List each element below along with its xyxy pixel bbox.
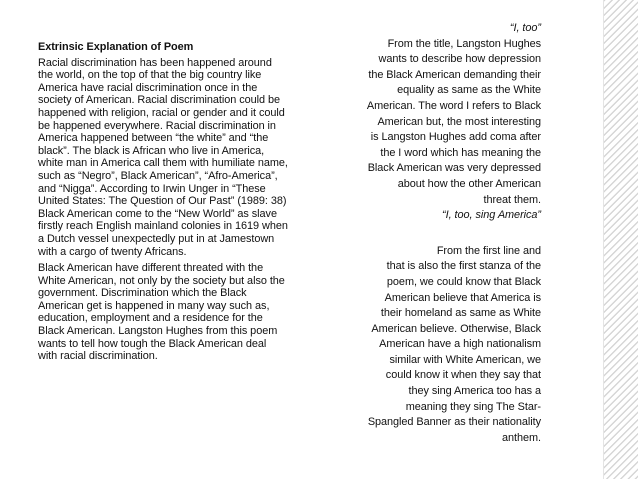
text-line: American but, the most interesting: [377, 115, 541, 128]
text-line: the I word which has meaning the: [380, 146, 541, 159]
text-line: poem, we could know that Black: [386, 275, 541, 288]
poem-title-block: [340, 21, 541, 224]
text-line: their homeland as same as White: [380, 307, 541, 320]
text-line: American believe. Otherwise, Black: [371, 322, 541, 335]
text-line: the Black American demanding their: [368, 68, 541, 81]
right-text-column: [340, 21, 541, 446]
text-line: that is also the first stanza of the: [386, 260, 541, 273]
text-line: they sing America too has a: [408, 385, 541, 398]
text-line: about how the other American: [397, 177, 541, 190]
text-line: Spangled Banner as their nationality: [367, 416, 541, 429]
text-line: meaning they sing The Star-: [405, 400, 541, 413]
poem-title: “I, too”: [509, 22, 541, 34]
section-heading: Extrinsic Explanation of Poem: [38, 41, 194, 53]
text-line: American believe that America is: [384, 291, 541, 304]
text-line: threat them.: [483, 193, 541, 206]
decorative-diagonal-stripe: [604, 0, 638, 479]
paragraph-2: Black American have different threated with the White American, not only by the society but also the government. Discrimination which the Black American get is happened in many way such as, education, employment and a residence for the Black American. Langston Hughes from this poem wants to tell how tough the Black American deal with racial discrimination.: [38, 262, 285, 363]
text-line: anthem.: [501, 431, 541, 444]
text-line: Black American was very depressed: [367, 162, 541, 175]
text-line: wants to describe how depression: [378, 53, 541, 66]
stripe-divider: [603, 0, 604, 479]
left-text-column: [38, 41, 288, 367]
text-line: American have a high nationalism: [379, 338, 541, 351]
text-line: From the first line and: [436, 244, 541, 257]
paragraph-1: Racial discrimination has been happened around the world, on the top of that the big country like America have racial discrimination once in the society of American. Racial discrimination could be happened with religion, racial or gender and it could be happened everywhere. Racial discrimination in America happened between “the white” and “the black”. The black is African who live in America, white man in America call them with humiliate name, such as “Negro”, Black American”, “Afro-America”, and “Nigga”. According to Irwin Unger in “These United States: The Question of Our Past” (1989: 38) Black American come to the “New World” as slave firstly reach English mainland colonies in 1619 when a Dutch vessel unexpectedly put in at Jamestown with a cargo of twenty Africans.: [38, 56, 288, 258]
text-line: similar with White American, we: [389, 353, 541, 366]
text-line: is Langston Hughes add coma after: [370, 131, 541, 144]
text-line: could know it when they say that: [385, 369, 541, 382]
text-line: equality as same as the White: [397, 84, 541, 97]
stanza-explanation-block: [340, 244, 541, 447]
poem-quote: “I, too, sing America”: [442, 209, 541, 222]
text-line: From the title, Langston Hughes: [387, 37, 541, 50]
text-line: American. The word I refers to Black: [366, 99, 541, 112]
